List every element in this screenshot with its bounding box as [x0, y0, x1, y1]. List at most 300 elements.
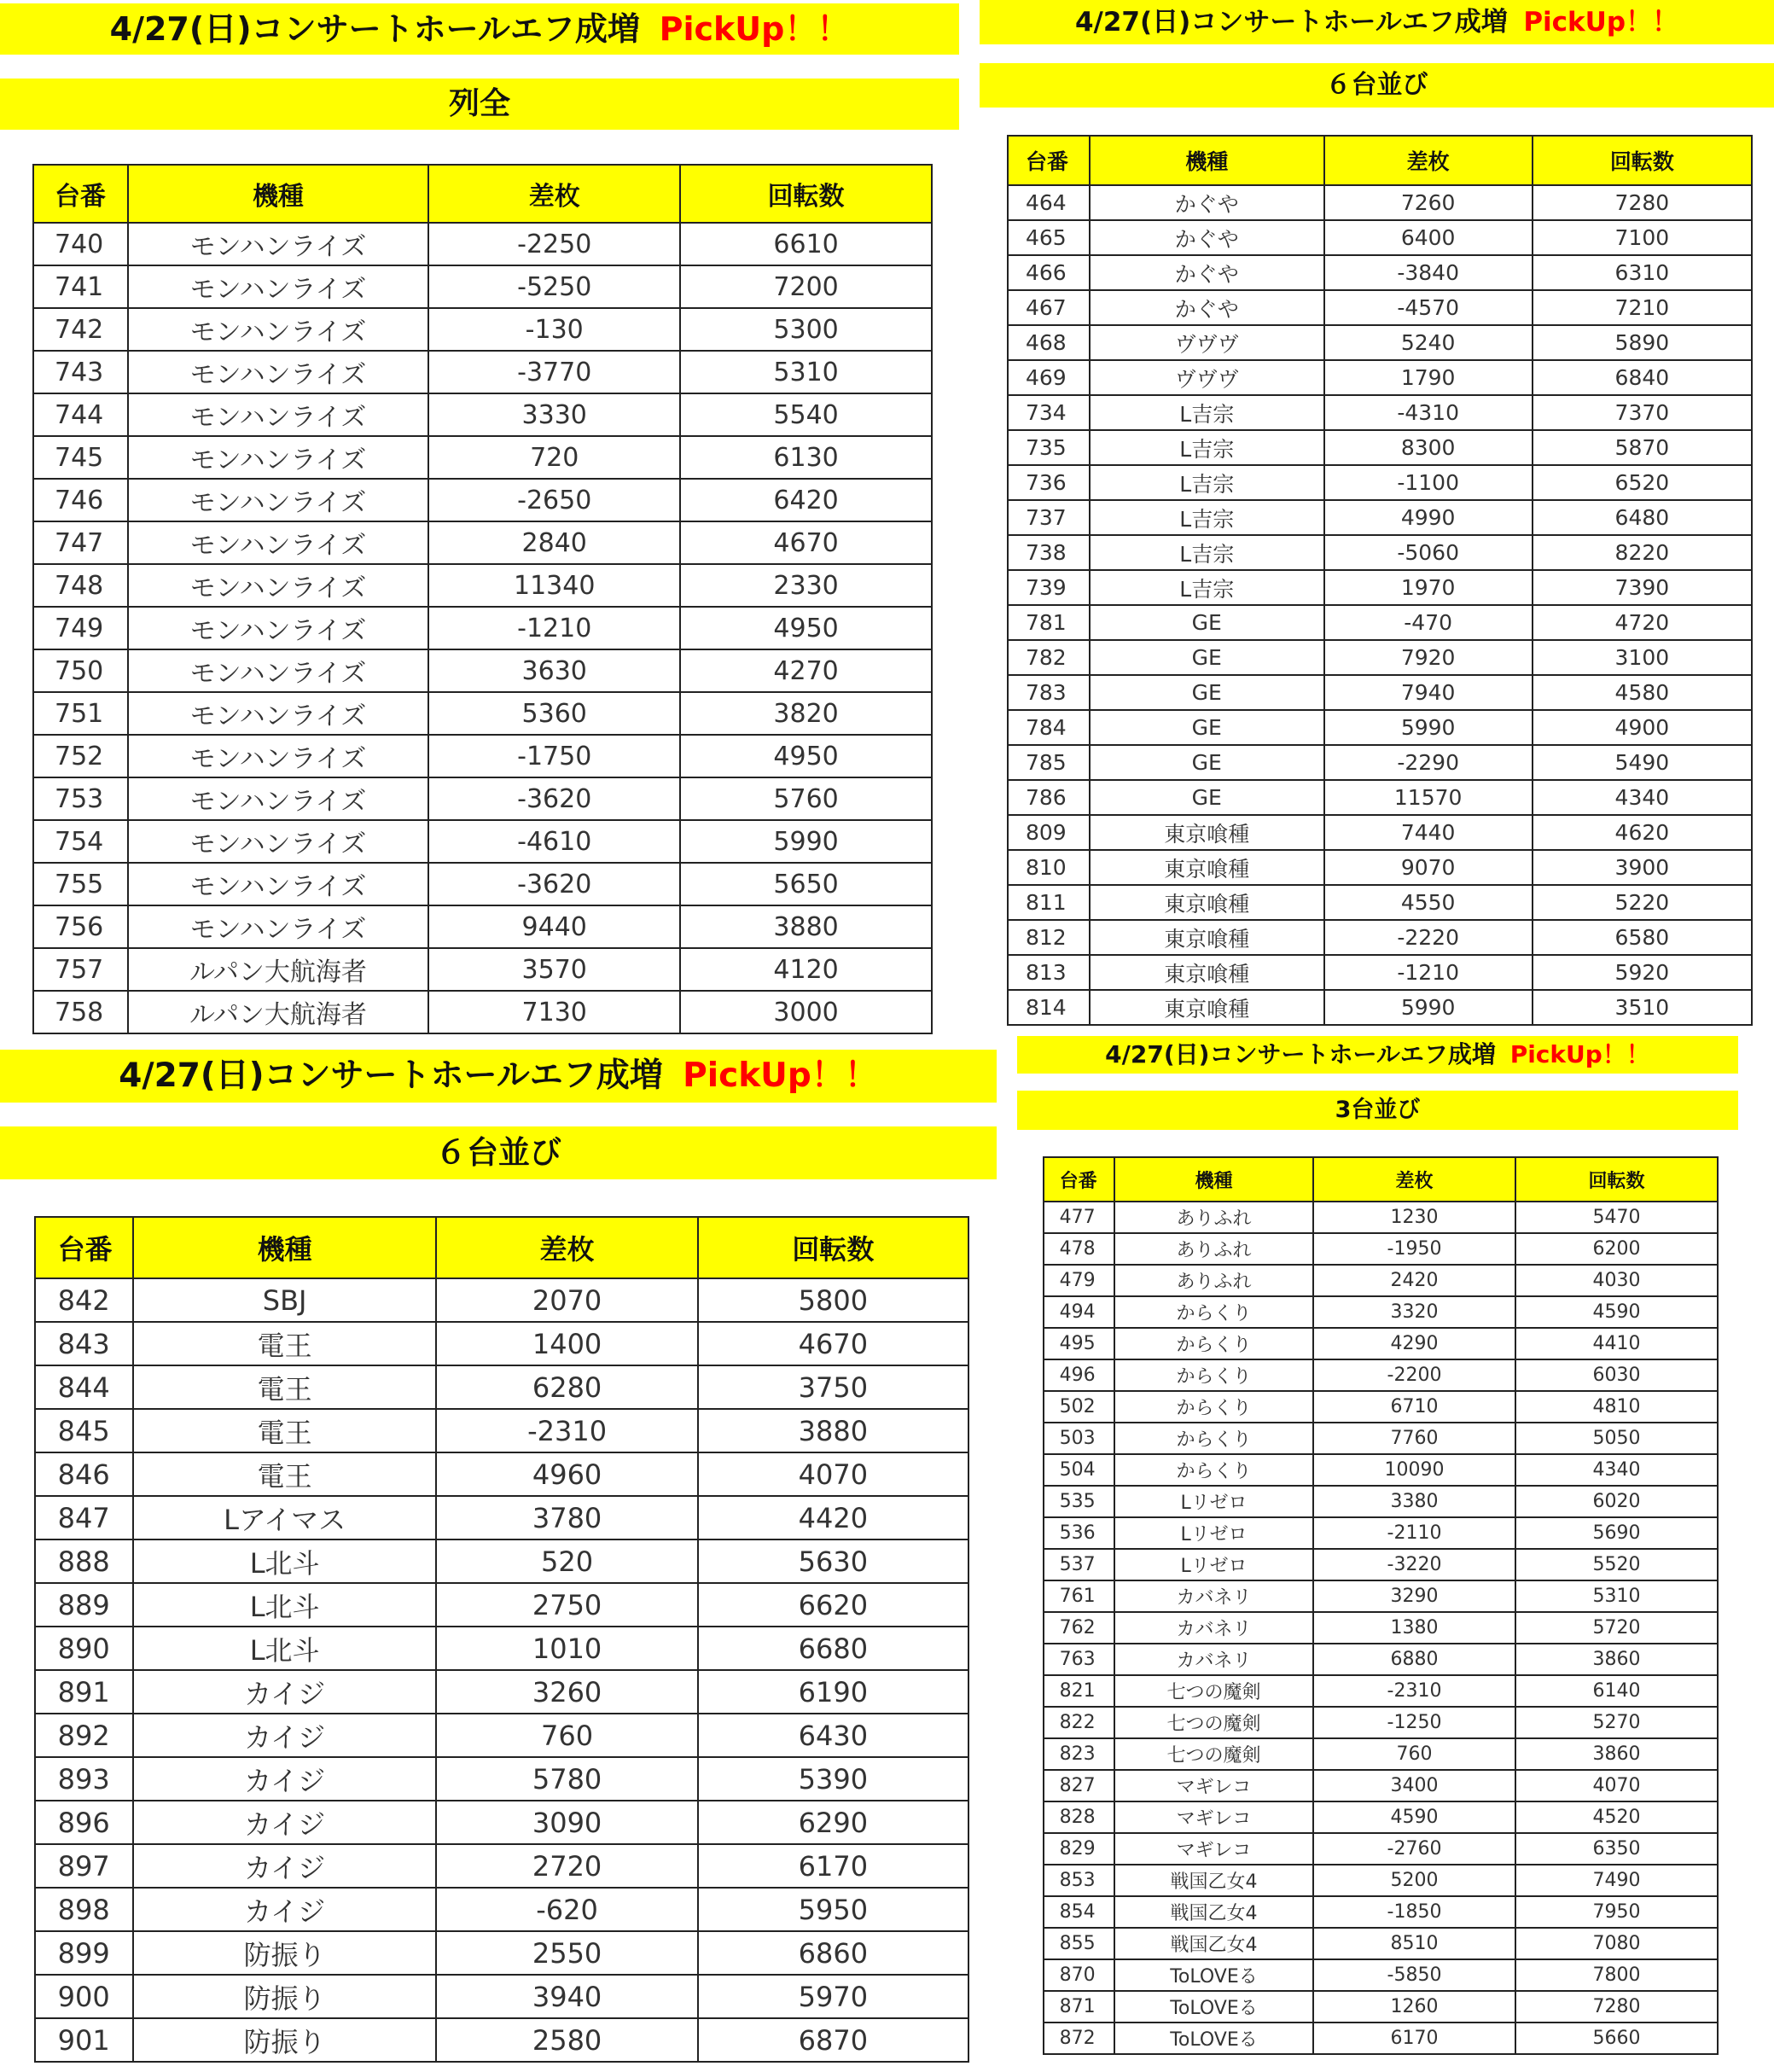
spin-count-cell: 4620	[1533, 815, 1752, 850]
spin-count-cell: 3860	[1515, 1644, 1718, 1675]
machine-number-cell: 502	[1044, 1391, 1114, 1423]
machine-number-cell: 535	[1044, 1486, 1114, 1517]
section-subtitle-top-right: ６台並び	[980, 63, 1774, 108]
table-row	[1008, 395, 1752, 430]
machine-number-cell: 734	[1008, 395, 1090, 430]
spin-count-cell: 5890	[1533, 325, 1752, 360]
table-top-right	[1007, 135, 1753, 1026]
coin-diff-cell: -3840	[1324, 255, 1533, 290]
machine-model-cell: カバネリ	[1114, 1644, 1313, 1675]
machine-number-cell: 871	[1044, 1991, 1114, 2023]
coin-diff-cell: 7920	[1324, 640, 1533, 675]
spin-count-cell: 6680	[698, 1627, 968, 1670]
machine-model-cell: モンハンライズ	[128, 649, 429, 692]
spin-count-cell: 6520	[1533, 465, 1752, 500]
spin-count-cell: 5690	[1515, 1517, 1718, 1549]
spin-count-cell: 7950	[1515, 1896, 1718, 1928]
machine-number-cell: 809	[1008, 815, 1090, 850]
coin-diff-cell: -1210	[1324, 955, 1533, 990]
machine-number-cell: 537	[1044, 1549, 1114, 1580]
table-row	[1008, 430, 1752, 465]
machine-model-cell: Lリゼロ	[1114, 1486, 1313, 1517]
coin-diff-cell: 8300	[1324, 430, 1533, 465]
coin-diff-cell: -1750	[428, 735, 680, 777]
table-row	[35, 1583, 968, 1627]
spin-count-cell: 6140	[1515, 1675, 1718, 1707]
machine-number-cell: 900	[35, 1975, 133, 2018]
machine-model-cell: L北斗	[133, 1539, 437, 1583]
machine-number-cell: 477	[1044, 1202, 1114, 1233]
machine-number-cell: 749	[33, 607, 128, 649]
coin-diff-cell: 5200	[1313, 1865, 1515, 1896]
machine-model-cell: からくり	[1114, 1423, 1313, 1454]
machine-model-cell: かぐや	[1090, 185, 1324, 220]
spin-count-cell: 6580	[1533, 920, 1752, 955]
machine-model-cell: 東京喰種	[1090, 885, 1324, 920]
spin-count-cell: 4900	[1533, 710, 1752, 745]
spin-count-cell: 4410	[1515, 1328, 1718, 1359]
machine-number-cell: 757	[33, 948, 128, 991]
column-header: 回転数	[1533, 136, 1752, 185]
spin-count-cell: 8220	[1533, 535, 1752, 570]
machine-model-cell: L吉宗	[1090, 430, 1324, 465]
machine-number-cell: 755	[33, 863, 128, 905]
column-header: 台番	[33, 165, 128, 223]
table-bottom-left	[34, 1216, 969, 2063]
table-row	[1008, 955, 1752, 990]
table-row	[33, 948, 932, 991]
machine-model-cell: モンハンライズ	[128, 265, 429, 308]
machine-model-cell: 戦国乙女4	[1114, 1928, 1313, 1959]
table-row	[1044, 1991, 1718, 2023]
coin-diff-cell: 5990	[1324, 710, 1533, 745]
machine-model-cell: GE	[1090, 605, 1324, 640]
table-row	[1008, 360, 1752, 395]
column-header: 機種	[1114, 1157, 1313, 1202]
machine-number-cell: 750	[33, 649, 128, 692]
table-row	[1008, 990, 1752, 1025]
spin-count-cell: 4030	[1515, 1265, 1718, 1296]
spin-count-cell: 6020	[1515, 1486, 1718, 1517]
machine-number-cell: 855	[1044, 1928, 1114, 1959]
banner-top-right	[980, 0, 1774, 44]
coin-diff-cell: 3330	[428, 393, 680, 436]
column-header: 台番	[1008, 136, 1090, 185]
table-row	[33, 820, 932, 863]
table-row	[33, 393, 932, 436]
machine-number-cell: 495	[1044, 1328, 1114, 1359]
spin-count-cell: 4070	[1515, 1770, 1718, 1801]
coin-diff-cell: 1260	[1313, 1991, 1515, 2023]
coin-diff-cell: 11340	[428, 564, 680, 607]
table-row	[33, 265, 932, 308]
coin-diff-cell: 3400	[1313, 1770, 1515, 1801]
machine-number-cell: 467	[1008, 290, 1090, 325]
table-row	[35, 1670, 968, 1714]
spin-count-cell: 5220	[1533, 885, 1752, 920]
machine-number-cell: 814	[1008, 990, 1090, 1025]
spin-count-cell: 5760	[680, 777, 932, 820]
spin-count-cell: 5920	[1533, 955, 1752, 990]
table-row	[1044, 1391, 1718, 1423]
table-row	[1008, 640, 1752, 675]
section-subtitle-top-left: 列全	[0, 79, 959, 130]
coin-diff-cell: -2310	[436, 1409, 697, 1452]
table-row	[1008, 570, 1752, 605]
spin-count-cell: 6610	[680, 223, 932, 265]
machine-model-cell: L北斗	[133, 1583, 437, 1627]
machine-model-cell: 戦国乙女4	[1114, 1865, 1313, 1896]
table-row	[1044, 1896, 1718, 1928]
machine-number-cell: 743	[33, 351, 128, 393]
machine-model-cell: モンハンライズ	[128, 308, 429, 351]
coin-diff-cell: -2760	[1313, 1833, 1515, 1865]
table-row	[33, 777, 932, 820]
coin-diff-cell: 1380	[1313, 1612, 1515, 1644]
coin-diff-cell: -4610	[428, 820, 680, 863]
machine-number-cell: 736	[1008, 465, 1090, 500]
spin-count-cell: 4340	[1515, 1454, 1718, 1486]
machine-model-cell: 七つの魔剣	[1114, 1675, 1313, 1707]
machine-model-cell: GE	[1090, 640, 1324, 675]
machine-number-cell: 465	[1008, 220, 1090, 255]
table-row	[35, 1539, 968, 1583]
table-row	[1008, 920, 1752, 955]
table-header-row	[33, 165, 932, 223]
machine-number-cell: 810	[1008, 850, 1090, 885]
table-row	[1008, 465, 1752, 500]
machine-model-cell: 防振り	[133, 1931, 437, 1975]
coin-diff-cell: -2290	[1324, 745, 1533, 780]
table-row	[35, 1452, 968, 1496]
spin-count-cell: 5870	[1533, 430, 1752, 465]
table-header-row	[1044, 1157, 1718, 1202]
table-row	[1044, 1265, 1718, 1296]
machine-number-cell: 754	[33, 820, 128, 863]
machine-model-cell: L吉宗	[1090, 535, 1324, 570]
coin-diff-cell: 6400	[1324, 220, 1533, 255]
spin-count-cell: 2330	[680, 564, 932, 607]
machine-model-cell: カバネリ	[1114, 1580, 1313, 1612]
coin-diff-cell: 1790	[1324, 360, 1533, 395]
spin-count-cell: 4950	[680, 607, 932, 649]
table-row	[1044, 1675, 1718, 1707]
table-row	[1044, 1549, 1718, 1580]
machine-number-cell: 738	[1008, 535, 1090, 570]
coin-diff-cell: 3940	[436, 1975, 697, 2018]
table-row	[1044, 1865, 1718, 1896]
machine-model-cell: L北斗	[133, 1627, 437, 1670]
machine-model-cell: からくり	[1114, 1391, 1313, 1423]
spin-count-cell: 5520	[1515, 1549, 1718, 1580]
machine-model-cell: モンハンライズ	[128, 479, 429, 521]
table-row	[1044, 1486, 1718, 1517]
spin-count-cell: 7080	[1515, 1928, 1718, 1959]
machine-model-cell: カイジ	[133, 1844, 437, 1888]
coin-diff-cell: 720	[428, 436, 680, 479]
coin-diff-cell: 1230	[1313, 1202, 1515, 1233]
machine-model-cell: モンハンライズ	[128, 777, 429, 820]
machine-number-cell: 872	[1044, 2023, 1114, 2054]
machine-number-cell: 785	[1008, 745, 1090, 780]
spin-count-cell: 7800	[1515, 1959, 1718, 1991]
coin-diff-cell: -1950	[1313, 1233, 1515, 1265]
coin-diff-cell: 3320	[1313, 1296, 1515, 1328]
machine-number-cell: 893	[35, 1757, 133, 1801]
table-row	[1008, 815, 1752, 850]
machine-number-cell: 494	[1044, 1296, 1114, 1328]
table-row	[1044, 1612, 1718, 1644]
machine-number-cell: 739	[1008, 570, 1090, 605]
table-row	[35, 1757, 968, 1801]
machine-number-cell: 740	[33, 223, 128, 265]
table-row	[1044, 1580, 1718, 1612]
machine-model-cell: ルパン大航海者	[128, 948, 429, 991]
table-row	[1044, 1928, 1718, 1959]
machine-number-cell: 823	[1044, 1738, 1114, 1770]
machine-number-cell: 745	[33, 436, 128, 479]
machine-model-cell: モンハンライズ	[128, 393, 429, 436]
coin-diff-cell: 6710	[1313, 1391, 1515, 1423]
coin-diff-cell: 2580	[436, 2018, 697, 2062]
spin-count-cell: 4270	[680, 649, 932, 692]
machine-model-cell: かぐや	[1090, 255, 1324, 290]
machine-number-cell: 496	[1044, 1359, 1114, 1391]
machine-model-cell: モンハンライズ	[128, 735, 429, 777]
machine-model-cell: ありふれ	[1114, 1202, 1313, 1233]
table-row	[1008, 675, 1752, 710]
table-row	[1044, 1328, 1718, 1359]
spin-count-cell: 5720	[1515, 1612, 1718, 1644]
machine-number-cell: 478	[1044, 1233, 1114, 1265]
machine-number-cell: 846	[35, 1452, 133, 1496]
machine-model-cell: 電王	[133, 1409, 437, 1452]
machine-model-cell: 東京喰種	[1090, 815, 1324, 850]
machine-number-cell: 748	[33, 564, 128, 607]
coin-diff-cell: -1210	[428, 607, 680, 649]
machine-number-cell: 735	[1008, 430, 1090, 465]
machine-number-cell: 469	[1008, 360, 1090, 395]
machine-model-cell: マギレコ	[1114, 1770, 1313, 1801]
machine-model-cell: Lアイマス	[133, 1496, 437, 1539]
table-row	[35, 1365, 968, 1409]
spin-count-cell: 6130	[680, 436, 932, 479]
machine-model-cell: ToLOVEる	[1114, 2023, 1313, 2054]
coin-diff-cell: 7130	[428, 991, 680, 1033]
spin-count-cell: 5300	[680, 308, 932, 351]
banner-pickup: PickUp！！	[1509, 1040, 1650, 1068]
coin-diff-cell: -130	[428, 308, 680, 351]
spin-count-cell: 5630	[698, 1539, 968, 1583]
machine-model-cell: 電王	[133, 1322, 437, 1365]
spin-count-cell: 3880	[680, 905, 932, 948]
machine-model-cell: カイジ	[133, 1714, 437, 1757]
machine-number-cell: 842	[35, 1278, 133, 1322]
coin-diff-cell: 5780	[436, 1757, 697, 1801]
spin-count-cell: 6350	[1515, 1833, 1718, 1865]
column-header: 差枚	[1324, 136, 1533, 185]
table-bottom-right	[1043, 1156, 1719, 2055]
table-row	[1008, 220, 1752, 255]
machine-model-cell: 七つの魔剣	[1114, 1707, 1313, 1738]
coin-diff-cell: 4590	[1313, 1801, 1515, 1833]
table-row	[35, 1888, 968, 1931]
machine-model-cell: モンハンライズ	[128, 820, 429, 863]
table-row	[1044, 1738, 1718, 1770]
spin-count-cell: 4810	[1515, 1391, 1718, 1423]
table-row	[1008, 885, 1752, 920]
spin-count-cell: 6290	[698, 1801, 968, 1844]
machine-model-cell: L吉宗	[1090, 500, 1324, 535]
machine-number-cell: 828	[1044, 1801, 1114, 1833]
spin-count-cell: 5390	[698, 1757, 968, 1801]
spin-count-cell: 6170	[698, 1844, 968, 1888]
banner-top-left	[0, 3, 959, 55]
machine-model-cell: ToLOVEる	[1114, 1991, 1313, 2023]
coin-diff-cell: -470	[1324, 605, 1533, 640]
coin-diff-cell: -5850	[1313, 1959, 1515, 1991]
machine-model-cell: モンハンライズ	[128, 692, 429, 735]
table-row	[33, 521, 932, 564]
spin-count-cell: 3880	[698, 1409, 968, 1452]
spin-count-cell: 3820	[680, 692, 932, 735]
banner-title: 4/27(日)コンサートホールエフ成増	[1074, 7, 1508, 38]
machine-number-cell: 762	[1044, 1612, 1114, 1644]
machine-model-cell: 電王	[133, 1365, 437, 1409]
banner-title: 4/27(日)コンサートホールエフ成増	[109, 10, 640, 48]
machine-model-cell: GE	[1090, 710, 1324, 745]
table-row	[1008, 605, 1752, 640]
machine-number-cell: 782	[1008, 640, 1090, 675]
coin-diff-cell: -2650	[428, 479, 680, 521]
banner-pickup: PickUp！！	[659, 10, 850, 48]
table-row	[35, 1409, 968, 1452]
spin-count-cell: 4340	[1533, 780, 1752, 815]
spin-count-cell: 6310	[1533, 255, 1752, 290]
machine-number-cell: 813	[1008, 955, 1090, 990]
machine-number-cell: 747	[33, 521, 128, 564]
machine-number-cell: 890	[35, 1627, 133, 1670]
table-row	[1044, 1359, 1718, 1391]
spin-count-cell: 4580	[1533, 675, 1752, 710]
coin-diff-cell: 3780	[436, 1496, 697, 1539]
coin-diff-cell: 1010	[436, 1627, 697, 1670]
spin-count-cell: 5800	[698, 1278, 968, 1322]
machine-model-cell: カイジ	[133, 1801, 437, 1844]
machine-model-cell: GE	[1090, 745, 1324, 780]
table-row	[35, 1627, 968, 1670]
spin-count-cell: 3860	[1515, 1738, 1718, 1770]
machine-model-cell: ヴヴヴ	[1090, 325, 1324, 360]
table-row	[33, 905, 932, 948]
banner-pickup: PickUp！！	[683, 1056, 878, 1095]
machine-number-cell: 742	[33, 308, 128, 351]
spin-count-cell: 5990	[680, 820, 932, 863]
column-header: 差枚	[436, 1217, 697, 1278]
coin-diff-cell: 760	[1313, 1738, 1515, 1770]
spin-count-cell: 5490	[1533, 745, 1752, 780]
machine-number-cell: 843	[35, 1322, 133, 1365]
machine-model-cell: ヴヴヴ	[1090, 360, 1324, 395]
spin-count-cell: 3900	[1533, 850, 1752, 885]
spin-count-cell: 7280	[1533, 185, 1752, 220]
table-row	[1044, 1296, 1718, 1328]
machine-number-cell: 811	[1008, 885, 1090, 920]
coin-diff-cell: 1970	[1324, 570, 1533, 605]
machine-number-cell: 829	[1044, 1833, 1114, 1865]
spin-count-cell: 4420	[698, 1496, 968, 1539]
spin-count-cell: 4070	[698, 1452, 968, 1496]
column-header: 機種	[1090, 136, 1324, 185]
section-subtitle-bottom-left: ６台並び	[0, 1126, 997, 1179]
table-row	[33, 223, 932, 265]
machine-number-cell: 892	[35, 1714, 133, 1757]
coin-diff-cell: 3090	[436, 1801, 697, 1844]
machine-number-cell: 812	[1008, 920, 1090, 955]
spin-count-cell: 4590	[1515, 1296, 1718, 1328]
spin-count-cell: 6840	[1533, 360, 1752, 395]
table-row	[1044, 1233, 1718, 1265]
table-row	[33, 692, 932, 735]
machine-number-cell: 781	[1008, 605, 1090, 640]
table-row	[1008, 185, 1752, 220]
machine-model-cell: ありふれ	[1114, 1233, 1313, 1265]
coin-diff-cell: 8510	[1313, 1928, 1515, 1959]
table-row	[1008, 780, 1752, 815]
coin-diff-cell: -4570	[1324, 290, 1533, 325]
coin-diff-cell: 9440	[428, 905, 680, 948]
machine-number-cell: 737	[1008, 500, 1090, 535]
banner-bottom-left	[0, 1050, 997, 1103]
spin-count-cell: 6420	[680, 479, 932, 521]
coin-diff-cell: -5250	[428, 265, 680, 308]
coin-diff-cell: 10090	[1313, 1454, 1515, 1486]
machine-model-cell: Lリゼロ	[1114, 1517, 1313, 1549]
coin-diff-cell: 3630	[428, 649, 680, 692]
coin-diff-cell: 3570	[428, 948, 680, 991]
table-row	[35, 1975, 968, 2018]
machine-number-cell: 741	[33, 265, 128, 308]
column-header: 機種	[133, 1217, 437, 1278]
spin-count-cell: 3000	[680, 991, 932, 1033]
coin-diff-cell: 2840	[428, 521, 680, 564]
spin-count-cell: 5310	[1515, 1580, 1718, 1612]
coin-diff-cell: 5240	[1324, 325, 1533, 360]
coin-diff-cell: -4310	[1324, 395, 1533, 430]
coin-diff-cell: 2420	[1313, 1265, 1515, 1296]
machine-number-cell: 901	[35, 2018, 133, 2062]
machine-number-cell: 896	[35, 1801, 133, 1844]
column-header: 差枚	[428, 165, 680, 223]
spin-count-cell: 7390	[1533, 570, 1752, 605]
machine-number-cell: 870	[1044, 1959, 1114, 1991]
spin-count-cell: 7100	[1533, 220, 1752, 255]
spin-count-cell: 5310	[680, 351, 932, 393]
coin-diff-cell: 6170	[1313, 2023, 1515, 2054]
coin-diff-cell: 4290	[1313, 1328, 1515, 1359]
machine-model-cell: 電王	[133, 1452, 437, 1496]
coin-diff-cell: -1250	[1313, 1707, 1515, 1738]
spin-count-cell: 4670	[698, 1322, 968, 1365]
spin-count-cell: 5470	[1515, 1202, 1718, 1233]
column-header: 回転数	[1515, 1157, 1718, 1202]
coin-diff-cell: 2070	[436, 1278, 697, 1322]
machine-number-cell: 746	[33, 479, 128, 521]
table-row	[1044, 1423, 1718, 1454]
machine-number-cell: 898	[35, 1888, 133, 1931]
machine-model-cell: L吉宗	[1090, 465, 1324, 500]
banner-pickup: PickUp！！	[1523, 7, 1679, 38]
